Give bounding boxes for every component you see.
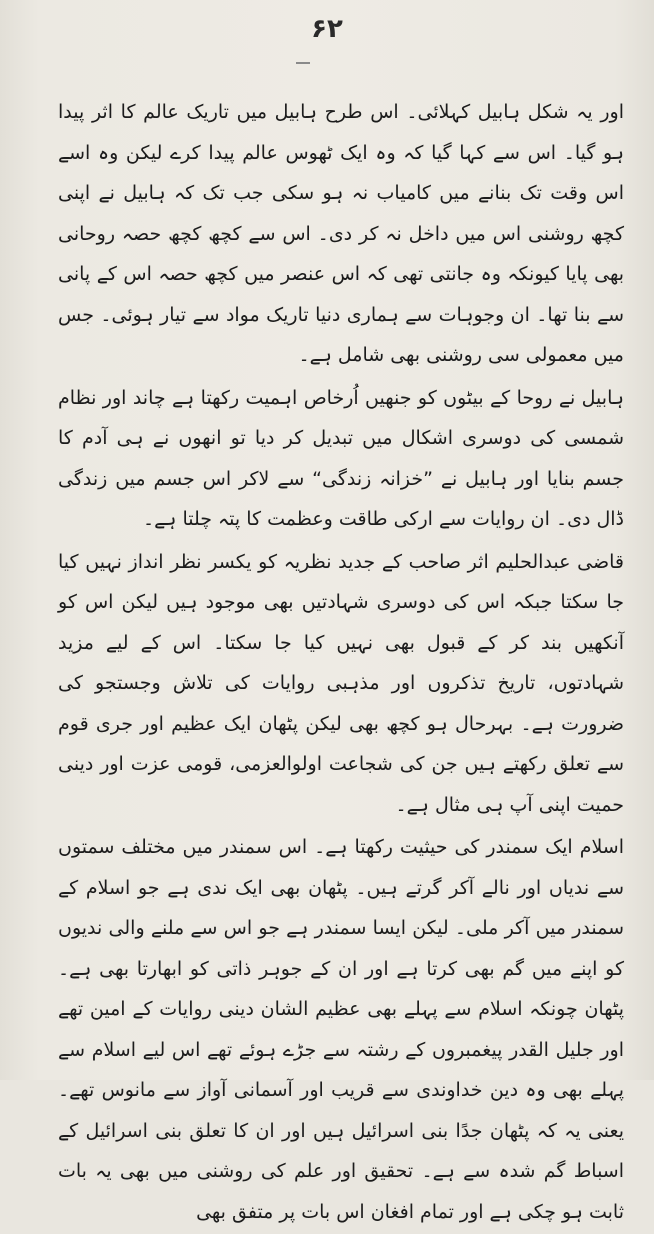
page-number: ۶۲ [311, 14, 343, 44]
paragraph-3: قاضی عبدالحلیم اثر صاحب کے جدید نظریہ کو یکسر نظر انداز نہیں کیا جا سکتا جبکہ اس کی دوسری شہادتیں بھی موجود ہیں لیکن اس کو آنکھیں بند کر کے قبول بھی نہیں کیا جا سکتا۔ اس کے لیے مزید شہادتوں، تاریخ تذکروں اور مذہبی روایات کی تلاش وجستجو کی ضرورت ہے۔ بہرحال ہو کچھ بھی لیکن پٹھان ایک عظیم اور جری قوم سے تعلق رکھتے ہیں جن کی شجاعت اولوالعزمی، قومی عزت اور دینی حمیت اپنی آپ ہی مثال ہے۔ [58, 550, 624, 816]
paragraph-1: اور یہ شکل ہابیل کہلائی۔ اس طرح ہابیل میں تاریک عالم کا اثر پیدا ہو گیا۔ اس سے کہا گیا کہ وہ ایک ٹھوس عالم پیدا کرے لیکن وہ اسے اس وقت تک بنانے میں کامیاب نہ ہو سکی جب تک کہ ہابیل نے اپنی کچھ روشنی اس میں داخل نہ کر دی۔ اس سے کچھ کچھ حصہ روحانی بھی پایا کیونکہ وہ جانتی تھی کہ اس عنصر میں کچھ حصہ اس کے پانی سے بنا تھا۔ ان وجوہات سے ہماری دنیا تاریک مواد سے تیار ہوئی۔ جس میں معمولی سی روشنی بھی شامل ہے۔ [58, 101, 624, 366]
page-body [58, 92, 624, 1234]
ink-mark [296, 62, 310, 64]
paragraph-2: ہابیل نے روحا کے بیٹوں کو جنھیں اُرخاص اہمیت رکھتا ہے چاند اور نظام شمسی کی دوسری اشکال میں تبدیل کر دیا تو انھوں نے ہی آدم کا جسم بنایا اور ہابیل نے ”خزانہ زندگی“ سے لاکر اس جسم میں زندگی ڈال دی۔ ان روایات سے ارکی طاقت وعظمت کا پتہ چلتا ہے۔ [58, 386, 624, 530]
paragraph-4: اسلام ایک سمندر کی حیثیت رکھتا ہے۔ اس سمندر میں مختلف سمتوں سے ندیاں اور نالے آکر گرتے ہیں۔ پٹھان بھی ایک ندی ہے جو اسلام کے سمندر میں آکر ملی۔ لیکن ایسا سمندر ہے جو اس سے ملنے والی ندیوں کو اپنے میں گم بھی کرتا ہے اور ان کے جوہر ذاتی کو ابھارتا بھی ہے۔ پٹھان چونکہ اسلام سے پہلے بھی عظیم الشان دینی روایات کے امین تھے اور جلیل القدر پیغمبروں کے رشتہ سے جڑے ہوئے تھے اس لیے اسلام سے پہلے بھی وہ دین خداوندی سے قریب اور آسمانی آواز سے مانوس تھے۔ یعنی یہ کہ پٹھان جدًا بنی اسرائیل ہیں اور ان کا تعلق بنی اسرائیل کے اسباط گم شدہ سے ہے۔ تحقیق اور علم کی روشنی میں بھی یہ بات ثابت ہو چکی ہے اور تمام افغان اس بات پر متفق بھی [58, 836, 624, 1223]
